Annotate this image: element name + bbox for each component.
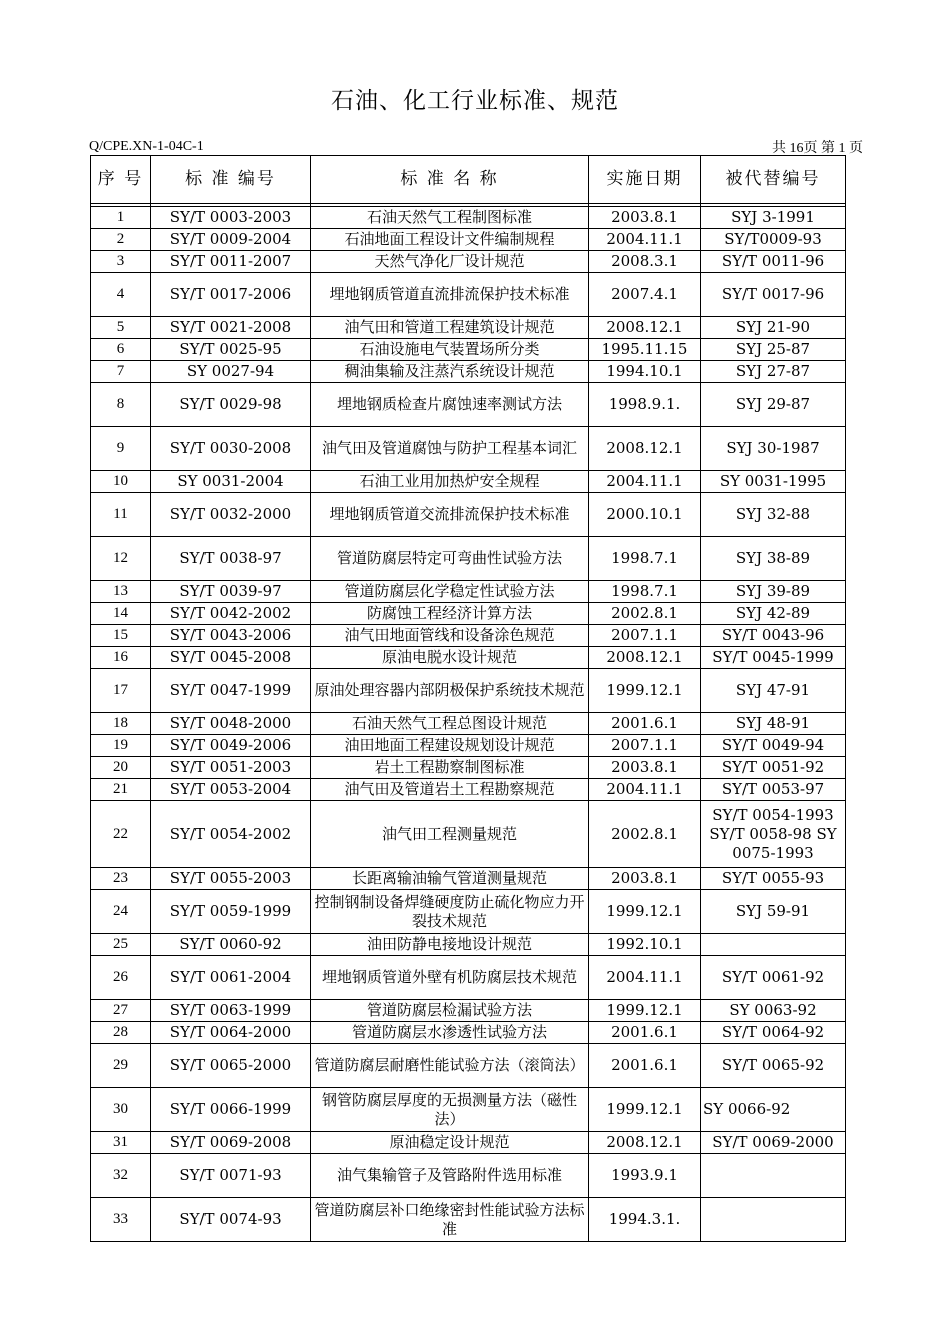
replaced-code: SY/T 0061-92 (701, 956, 846, 1000)
standard-code: SY/T 0060-92 (151, 934, 311, 956)
standard-code: SY/T 0051-2003 (151, 757, 311, 779)
row-number: 15 (91, 625, 151, 647)
standard-name: 原油处理容器内部阴极保护系统技术规范 (311, 669, 589, 713)
row-number: 24 (91, 890, 151, 934)
replaced-code (701, 1198, 846, 1242)
standard-name: 原油电脱水设计规范 (311, 647, 589, 669)
row-number: 14 (91, 603, 151, 625)
standard-code: SY/T 0061-2004 (151, 956, 311, 1000)
effective-date: 2008.12.1 (589, 427, 701, 471)
replaced-code: SY/T 0064-92 (701, 1022, 846, 1044)
replaced-code: SY 0066-92 (701, 1088, 846, 1132)
effective-date: 1998.7.1 (589, 537, 701, 581)
effective-date: 2003.8.1 (589, 757, 701, 779)
effective-date: 2001.6.1 (589, 1044, 701, 1088)
table-row (91, 317, 846, 339)
replaced-code: SYJ 48-91 (701, 713, 846, 735)
effective-date: 1999.12.1 (589, 669, 701, 713)
standard-code: SY/T 0074-93 (151, 1198, 311, 1242)
standard-name: 油田地面工程建设规划设计规范 (311, 735, 589, 757)
row-number: 2 (91, 229, 151, 251)
standard-code: SY/T 0009-2004 (151, 229, 311, 251)
replaced-code: SY/T 0069-2000 (701, 1132, 846, 1154)
standard-code: SY/T 0043-2006 (151, 625, 311, 647)
table-row (91, 229, 846, 251)
standard-code: SY/T 0017-2006 (151, 273, 311, 317)
row-number: 28 (91, 1022, 151, 1044)
effective-date: 2008.12.1 (589, 317, 701, 339)
table-row (91, 890, 846, 934)
standard-name: 油田防静电接地设计规范 (311, 934, 589, 956)
standard-name: 原油稳定设计规范 (311, 1132, 589, 1154)
replaced-code: SYJ 38-89 (701, 537, 846, 581)
row-number: 4 (91, 273, 151, 317)
table-body (91, 204, 846, 1242)
standard-name: 油气田地面管线和设备涂色规范 (311, 625, 589, 647)
standard-code: SY/T 0039-97 (151, 581, 311, 603)
table-row (91, 868, 846, 890)
standard-code: SY/T 0053-2004 (151, 779, 311, 801)
header-replaced: 被代替编号 (701, 156, 846, 204)
standard-name: 油气田工程测量规范 (311, 801, 589, 868)
replaced-code: SYJ 47-91 (701, 669, 846, 713)
effective-date: 1993.9.1 (589, 1154, 701, 1198)
standard-code: SY/T 0064-2000 (151, 1022, 311, 1044)
standards-table (90, 155, 846, 1242)
effective-date: 2008.3.1 (589, 251, 701, 273)
standard-code: SY/T 0003-2003 (151, 207, 311, 229)
table-row (91, 934, 846, 956)
row-number: 13 (91, 581, 151, 603)
standard-name: 石油地面工程设计文件编制规程 (311, 229, 589, 251)
table-row (91, 647, 846, 669)
standard-name: 管道防腐层补口绝缘密封性能试验方法标准 (311, 1198, 589, 1242)
table-row (91, 713, 846, 735)
table-row (91, 1132, 846, 1154)
table-row (91, 956, 846, 1000)
standard-name: 石油设施电气装置场所分类 (311, 339, 589, 361)
table-row (91, 603, 846, 625)
row-number: 21 (91, 779, 151, 801)
table-row (91, 1044, 846, 1088)
effective-date: 2008.12.1 (589, 647, 701, 669)
standard-name: 埋地钢质管道外壁有机防腐层技术规范 (311, 956, 589, 1000)
standard-code: SY/T 0065-2000 (151, 1044, 311, 1088)
standard-code: SY/T 0071-93 (151, 1154, 311, 1198)
row-number: 26 (91, 956, 151, 1000)
row-number: 17 (91, 669, 151, 713)
standard-name: 管道防腐层水渗透性试验方法 (311, 1022, 589, 1044)
standard-code: SY/T 0066-1999 (151, 1088, 311, 1132)
effective-date: 1999.12.1 (589, 890, 701, 934)
standard-code: SY/T 0059-1999 (151, 890, 311, 934)
effective-date: 1994.3.1. (589, 1198, 701, 1242)
standard-code: SY/T 0029-98 (151, 383, 311, 427)
row-number: 32 (91, 1154, 151, 1198)
standard-code: SY/T 0069-2008 (151, 1132, 311, 1154)
replaced-code: SYJ 42-89 (701, 603, 846, 625)
row-number: 25 (91, 934, 151, 956)
row-number: 7 (91, 361, 151, 383)
table-row (91, 735, 846, 757)
standard-code: SY/T 0063-1999 (151, 1000, 311, 1022)
effective-date: 1999.12.1 (589, 1088, 701, 1132)
row-number: 3 (91, 251, 151, 273)
header-code: 标 准 编号 (151, 156, 311, 204)
table-row (91, 1000, 846, 1022)
table-row (91, 1022, 846, 1044)
replaced-code: SY 0063-92 (701, 1000, 846, 1022)
row-number: 30 (91, 1088, 151, 1132)
replaced-code: SY/T 0011-96 (701, 251, 846, 273)
standard-name: 稠油集输及注蒸汽系统设计规范 (311, 361, 589, 383)
table-row (91, 779, 846, 801)
row-number: 33 (91, 1198, 151, 1242)
effective-date: 2003.8.1 (589, 868, 701, 890)
effective-date: 2003.8.1 (589, 207, 701, 229)
table-row (91, 581, 846, 603)
standard-name: 管道防腐层耐磨性能试验方法（滚筒法） (311, 1044, 589, 1088)
effective-date: 1998.9.1. (589, 383, 701, 427)
row-number: 16 (91, 647, 151, 669)
table-row (91, 625, 846, 647)
table-row (91, 1088, 846, 1132)
table-row (91, 471, 846, 493)
effective-date: 2000.10.1 (589, 493, 701, 537)
standard-name: 埋地钢质检查片腐蚀速率测试方法 (311, 383, 589, 427)
effective-date: 1998.7.1 (589, 581, 701, 603)
standard-name: 石油工业用加热炉安全规程 (311, 471, 589, 493)
row-number: 29 (91, 1044, 151, 1088)
replaced-code: SYJ 32-88 (701, 493, 846, 537)
replaced-code: SY/T 0054-1993 SY/T 0058-98 SY 0075-1993 (701, 801, 846, 868)
effective-date: 2002.8.1 (589, 801, 701, 868)
table-row (91, 427, 846, 471)
row-number: 20 (91, 757, 151, 779)
row-number: 18 (91, 713, 151, 735)
standard-name: 石油天然气工程制图标准 (311, 207, 589, 229)
row-number: 22 (91, 801, 151, 868)
effective-date: 2002.8.1 (589, 603, 701, 625)
standard-code: SY/T 0054-2002 (151, 801, 311, 868)
replaced-code: SYJ 3-1991 (701, 207, 846, 229)
standard-code: SY/T 0055-2003 (151, 868, 311, 890)
replaced-code: SYJ 25-87 (701, 339, 846, 361)
replaced-code: SY/T 0053-97 (701, 779, 846, 801)
row-number: 9 (91, 427, 151, 471)
standard-name: 油气田及管道岩土工程勘察规范 (311, 779, 589, 801)
standard-name: 天然气净化厂设计规范 (311, 251, 589, 273)
standard-code: SY/T 0030-2008 (151, 427, 311, 471)
replaced-code: SYJ 30-1987 (701, 427, 846, 471)
header-seq: 序 号 (91, 156, 151, 204)
effective-date: 2001.6.1 (589, 1022, 701, 1044)
standard-code: SY/T 0048-2000 (151, 713, 311, 735)
header-date: 实施日期 (589, 156, 701, 204)
row-number: 12 (91, 537, 151, 581)
standard-name: 岩土工程勘察制图标准 (311, 757, 589, 779)
replaced-code: SY/T 0017-96 (701, 273, 846, 317)
standard-name: 埋地钢质管道交流排流保护技术标准 (311, 493, 589, 537)
standard-name: 石油天然气工程总图设计规范 (311, 713, 589, 735)
standard-name: 控制钢制设备焊缝硬度防止硫化物应力开裂技术规范 (311, 890, 589, 934)
standard-name: 钢管防腐层厚度的无损测量方法（磁性法） (311, 1088, 589, 1132)
replaced-code: SY/T 0043-96 (701, 625, 846, 647)
effective-date: 2007.1.1 (589, 735, 701, 757)
standard-name: 防腐蚀工程经济计算方法 (311, 603, 589, 625)
replaced-code: SYJ 59-91 (701, 890, 846, 934)
standard-code: SY/T 0011-2007 (151, 251, 311, 273)
row-number: 6 (91, 339, 151, 361)
effective-date: 2008.12.1 (589, 1132, 701, 1154)
standard-code: SY/T 0045-2008 (151, 647, 311, 669)
table-row (91, 757, 846, 779)
row-number: 8 (91, 383, 151, 427)
effective-date: 1995.11.15 (589, 339, 701, 361)
table-row (91, 339, 846, 361)
table-row (91, 1198, 846, 1242)
replaced-code: SY/T 0045-1999 (701, 647, 846, 669)
row-number: 31 (91, 1132, 151, 1154)
standard-code: SY/T 0021-2008 (151, 317, 311, 339)
table-row (91, 801, 846, 868)
replaced-code: SY/T0009-93 (701, 229, 846, 251)
effective-date: 2007.1.1 (589, 625, 701, 647)
standard-name: 油气田及管道腐蚀与防护工程基本词汇 (311, 427, 589, 471)
standard-name: 管道防腐层特定可弯曲性试验方法 (311, 537, 589, 581)
row-number: 27 (91, 1000, 151, 1022)
table-row (91, 361, 846, 383)
table-row (91, 669, 846, 713)
replaced-code: SYJ 21-90 (701, 317, 846, 339)
row-number: 10 (91, 471, 151, 493)
table-row (91, 383, 846, 427)
table-header-row (91, 156, 846, 204)
standard-code: SY/T 0042-2002 (151, 603, 311, 625)
standard-code: SY/T 0032-2000 (151, 493, 311, 537)
effective-date: 1999.12.1 (589, 1000, 701, 1022)
table-row (91, 273, 846, 317)
standard-name: 管道防腐层检漏试验方法 (311, 1000, 589, 1022)
replaced-code: SY 0031-1995 (701, 471, 846, 493)
standard-code: SY/T 0025-95 (151, 339, 311, 361)
standard-code: SY/T 0047-1999 (151, 669, 311, 713)
header-name: 标 准 名 称 (311, 156, 589, 204)
standard-name: 油气集输管子及管路附件选用标准 (311, 1154, 589, 1198)
standard-code: SY/T 0049-2006 (151, 735, 311, 757)
replaced-code: SYJ 39-89 (701, 581, 846, 603)
effective-date: 2004.11.1 (589, 956, 701, 1000)
replaced-code (701, 934, 846, 956)
table-row (91, 537, 846, 581)
page-title: 石油、化工行业标准、规范 (331, 88, 619, 114)
standard-code: SY 0027-94 (151, 361, 311, 383)
standard-name: 油气田和管道工程建筑设计规范 (311, 317, 589, 339)
replaced-code: SYJ 27-87 (701, 361, 846, 383)
standard-code: SY 0031-2004 (151, 471, 311, 493)
standard-name: 管道防腐层化学稳定性试验方法 (311, 581, 589, 603)
table-row (91, 1154, 846, 1198)
table-row (91, 207, 846, 229)
effective-date: 2004.11.1 (589, 779, 701, 801)
replaced-code: SY/T 0051-92 (701, 757, 846, 779)
effective-date: 2004.11.1 (589, 229, 701, 251)
table-row (91, 251, 846, 273)
row-number: 19 (91, 735, 151, 757)
row-number: 23 (91, 868, 151, 890)
effective-date: 2007.4.1 (589, 273, 701, 317)
page-counter: 共 16页 第 1 页 (772, 141, 863, 156)
document-code: Q/CPE.XN-1-04C-1 (89, 139, 204, 154)
effective-date: 1994.10.1 (589, 361, 701, 383)
standard-name: 长距离输油输气管道测量规范 (311, 868, 589, 890)
effective-date: 2004.11.1 (589, 471, 701, 493)
replaced-code: SYJ 29-87 (701, 383, 846, 427)
table-row (91, 493, 846, 537)
replaced-code: SY/T 0055-93 (701, 868, 846, 890)
replaced-code: SY/T 0049-94 (701, 735, 846, 757)
row-number: 11 (91, 493, 151, 537)
replaced-code (701, 1154, 846, 1198)
row-number: 5 (91, 317, 151, 339)
replaced-code: SY/T 0065-92 (701, 1044, 846, 1088)
standard-code: SY/T 0038-97 (151, 537, 311, 581)
effective-date: 1992.10.1 (589, 934, 701, 956)
standard-name: 埋地钢质管道直流排流保护技术标准 (311, 273, 589, 317)
row-number: 1 (91, 207, 151, 229)
effective-date: 2001.6.1 (589, 713, 701, 735)
